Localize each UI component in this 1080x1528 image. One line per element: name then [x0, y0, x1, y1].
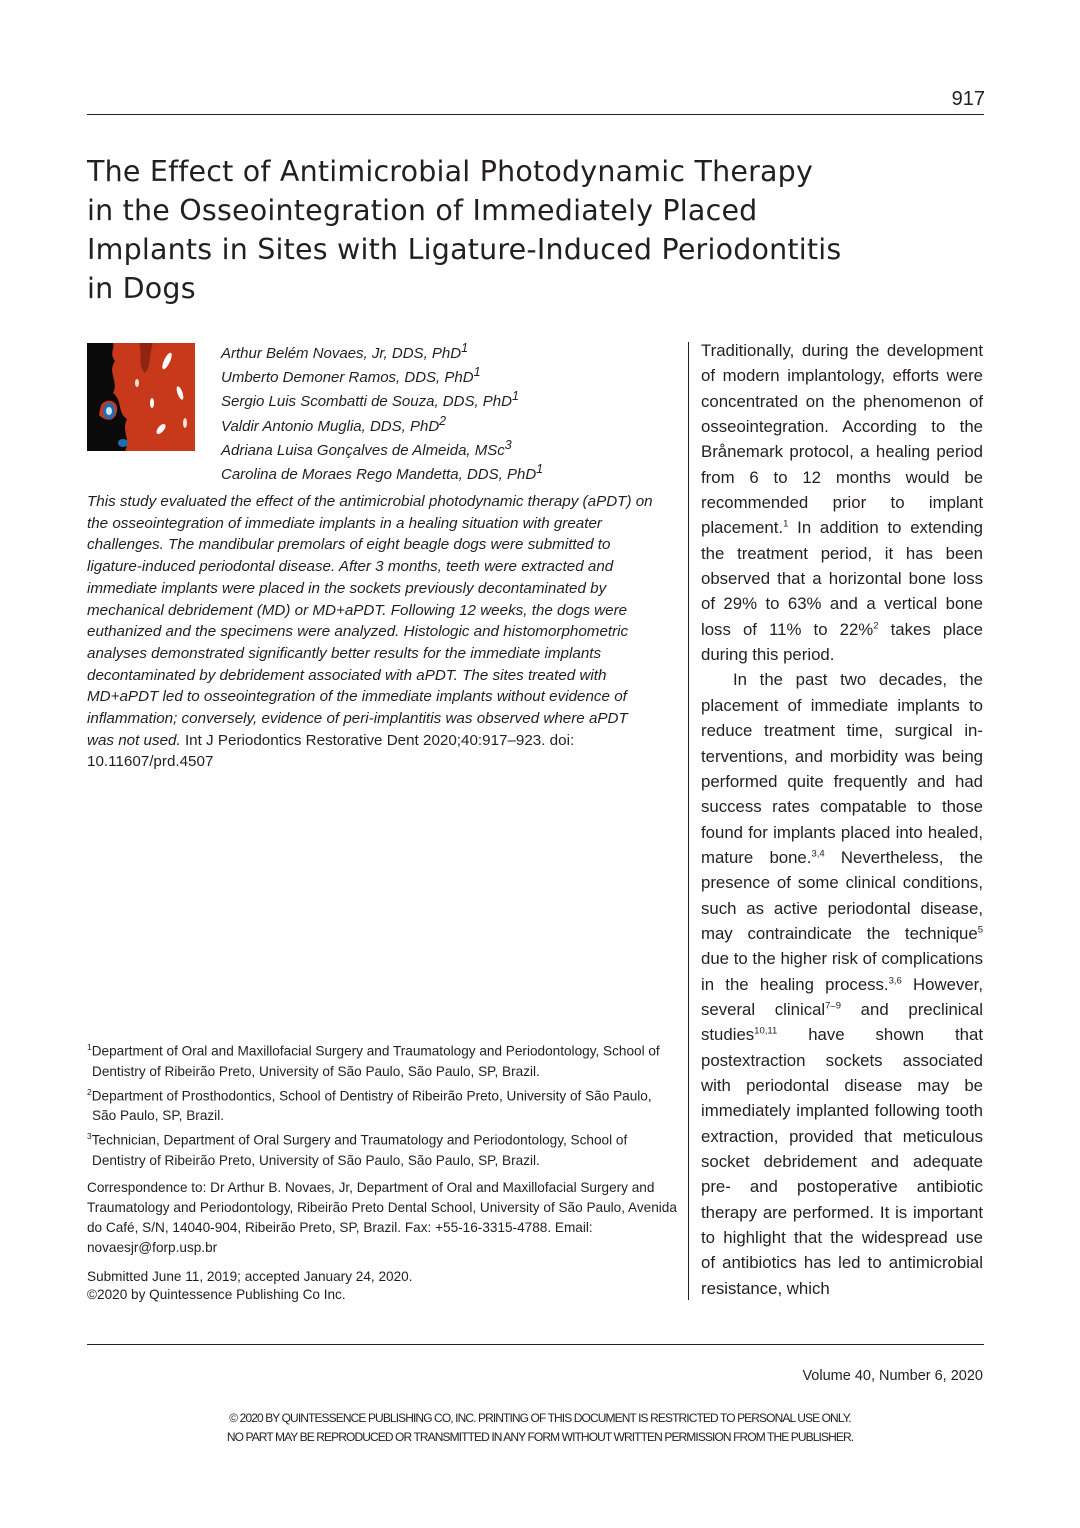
copyright-notice-line: © 2020 BY QUINTESSENCE PUBLISHING CO, INC. PRINTING OF THIS DOCUMENT IS RESTRICTED TO PERSONAL USE ONLY. — [229, 1411, 851, 1425]
author-item: Valdir Antonio Muglia, DDS, PhD$^2$ — [221, 413, 447, 435]
correspondence: Correspondence to: Dr Arthur B. Novaes, Jr, Department of Oral and Maxillofacial Surgery and Traumatology and Periodontology, Ribeirão Preto Dental School, University of São Paulo, Avenida do Café, S/N, 14040-904, Ribeirão Preto, SP, Brazil. Fax: +55-16-3315-4788. Email: novaesjr@forp.usp.br — [87, 1180, 677, 1255]
body-text — [701, 338, 983, 1301]
affiliation-item: $^1$Department of Oral and Maxillofacial Surgery and Traumatology and Periodontology, School of Dentistry of Ribeirão Preto, University of São Paulo, São Paulo, SP, Brazil. — [87, 1042, 660, 1079]
submission-info — [87, 1268, 677, 1304]
histology-image — [87, 343, 195, 451]
affiliation-item: $^3$Technician, Department of Oral Surgery and Traumatology and Periodontology, School of Dentistry of Ribeirão Preto, University of São Paulo, São Paulo, SP, Brazil. — [87, 1131, 628, 1168]
body-paragraph: In the past two decades, the placement of immediate implants to reduce treatment time, surgical interventions, and morbidity was being performed quite frequently and had success rates compatable to those found for implants placed into healed, mature bone.$^{3,4}$ Nevertheless, the presence of some clinical conditions, such as active periodontal disease, may contraindicate the technique$^5$ due to the higher risk of complications in the healing process.$^{3,6}$ However, several clinical$^{7-9}$ and preclinical studies$^{10,11}$ have shown that postextraction sockets associated with periodontal disease may be immediately implanted following tooth extraction, provided that meticulous socket debridement and adequate pre- and postoperative antibiotic therapy are performed. It is important to highlight that the widespread use of antibiotics has led to antimicrobial resistance, which — [701, 670, 984, 1298]
page-number: 917 — [951, 88, 985, 110]
copyright-notice-line: NO PART MAY BE REPRODUCED OR TRANSMITTED IN ANY FORM WITHOUT WRITTEN PERMISSION FROM THE PUBLISHER. — [226, 1430, 854, 1444]
abstract-text: This study evaluated the effect of the antimicrobial photodynamic therapy (aPDT) on the osseointegration of immediate implants in a healing situation with greater challenges. The mandibular premolars of eight beagle dogs were submitted to ligature-induced periodontal disease. After 3 months, teeth were extracted and immediate implants were placed in the sockets previously decontaminated by mechanical debridement (MD) or MD+aPDT. Following 12 weeks, the dogs were euthanized and the specimens were analyzed. Histologic and histomorphometric analyses demonstrated significantly better results for the immediate implants decontaminated by debridement associated with aPDT. The sites treated with MD+aPDT led to osseointegration of the immediate implants without evidence of inflammation; conversely, evidence of peri-implantitis was observed where aPDT was not used. — [87, 493, 653, 749]
column-rule — [688, 342, 689, 1300]
bottom-rule — [87, 1344, 984, 1345]
top-rule — [87, 114, 984, 115]
submitted-dates: Submitted June 11, 2019; accepted January 24, 2020. — [87, 1269, 413, 1284]
author-item: Sergio Luis Scombatti de Souza, DDS, PhD$^1$ — [221, 389, 519, 411]
copyright-line: ©2020 by Quintessence Publishing Co Inc. — [87, 1287, 346, 1302]
author-item: Carolina de Moraes Rego Mandetta, DDS, PhD$^1$ — [221, 462, 544, 484]
histology-thumbnail — [87, 343, 195, 451]
journal-issue: Volume 40, Number 6, 2020 — [802, 1368, 983, 1384]
affiliations — [87, 1037, 677, 1171]
article-title: The Effect of Antimicrobial Photodynamic Therapy in the Osseointegration of Immediately Placed Implants in Sites with Ligature-Induced Periodontitis in Dogs — [87, 155, 842, 305]
author-item: Umberto Demoner Ramos, DDS, PhD$^1$ — [221, 365, 481, 387]
abstract — [87, 491, 657, 773]
author-item: Adriana Luisa Gonçalves de Almeida, MSc$^3$ — [221, 437, 512, 459]
affiliation-item: $^2$Department of Prosthodontics, School of Dentistry of Ribeirão Preto, University of São Paulo, São Paulo, SP, Brazil. — [87, 1086, 652, 1124]
body-paragraph: Traditionally, during the development of modern implantology, efforts were concentrated on the phenomenon of osseointegration. According to the Brånemark protocol, a healing period from 6 to 12 months would be recommended prior to implant placement.$^1$ In addition to extending the treatment period, it has been observed that a horizontal bone loss of 29% to 63% and a vertical bone loss of 11% to 22%$^2$ takes place during this period. — [701, 341, 983, 665]
author-item: Arthur Belém Novaes, Jr, DDS, PhD$^1$ — [221, 341, 469, 362]
abstract-citation: Int J Periodontics Restorative Dent 2020;40:917–923. doi: 10.11607/prd.4507 — [87, 731, 575, 771]
author-list — [221, 339, 661, 484]
copyright-notice — [0, 1409, 1080, 1447]
